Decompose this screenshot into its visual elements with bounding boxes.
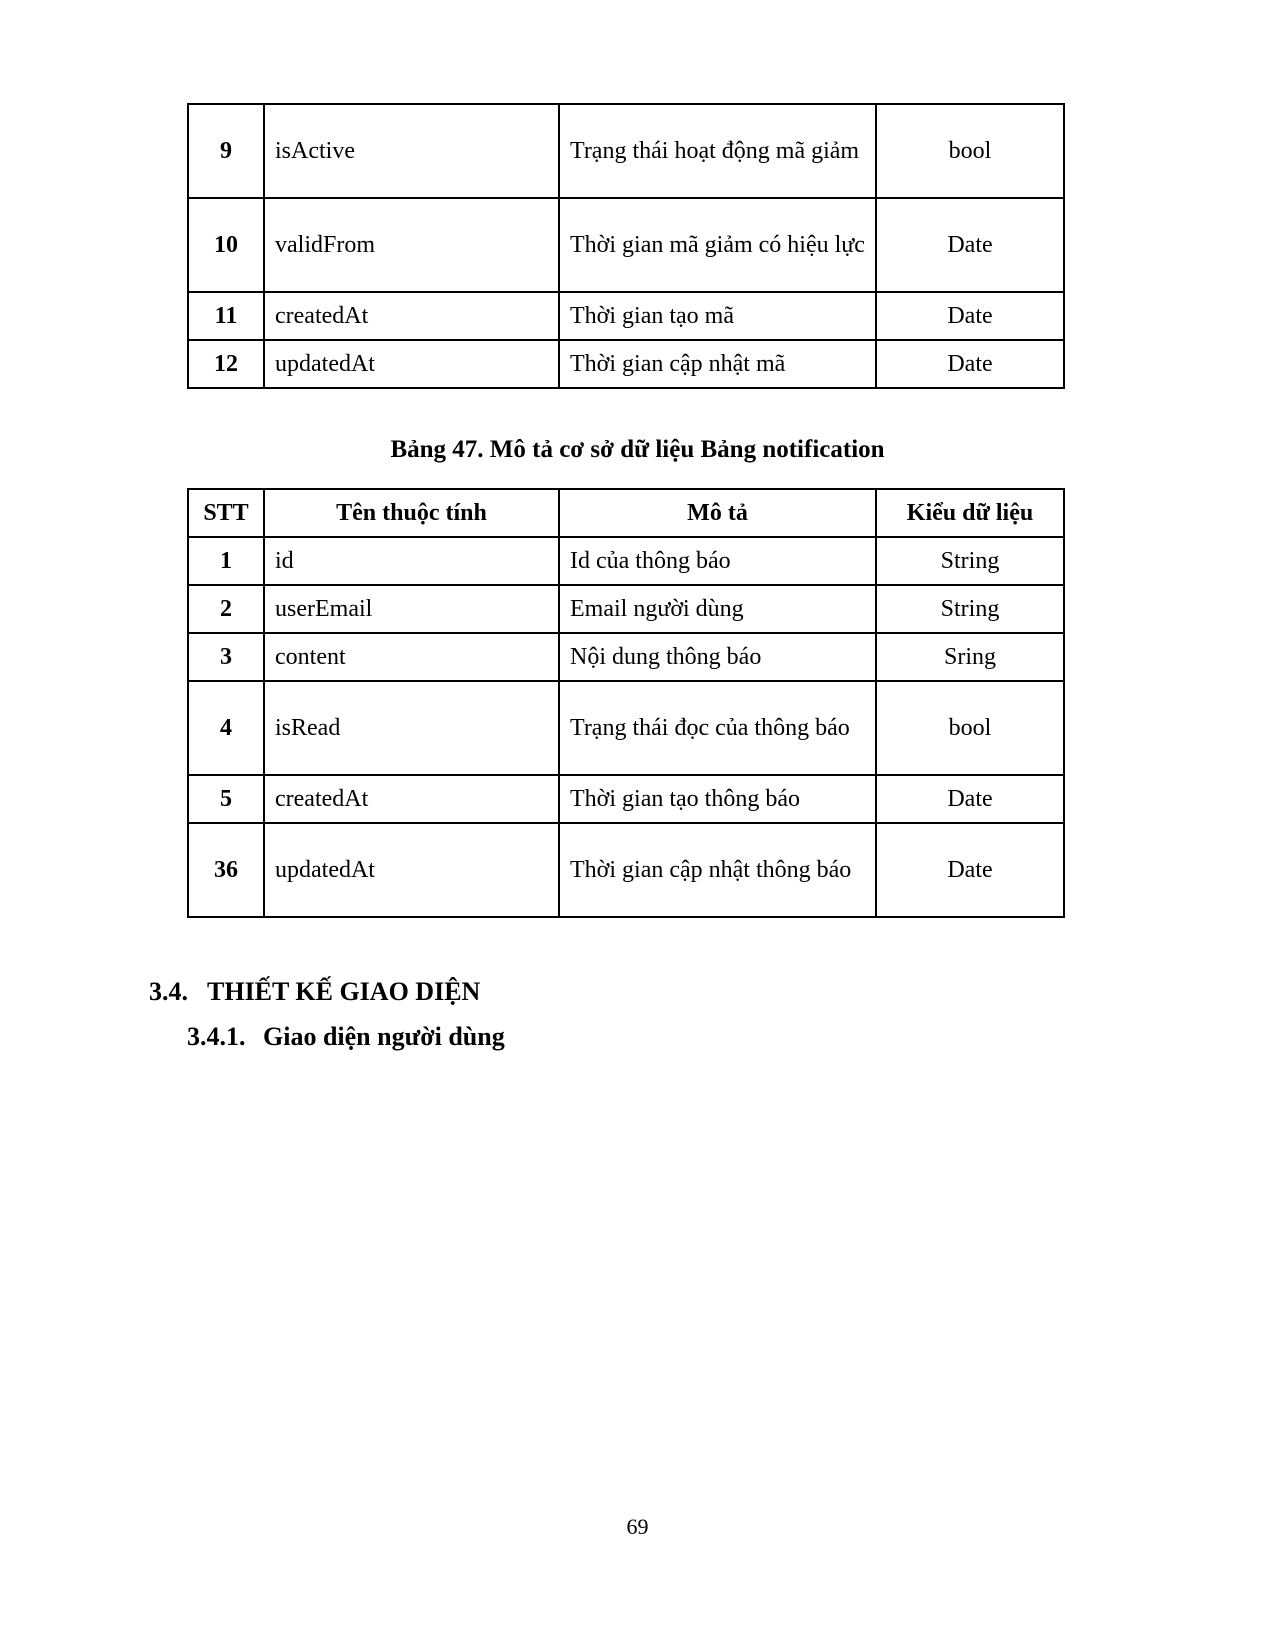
row-data-type: bool bbox=[876, 104, 1064, 198]
row-stt: 4 bbox=[188, 681, 264, 775]
subsection-heading bbox=[187, 1022, 505, 1052]
row-stt: 11 bbox=[188, 292, 264, 340]
row-data-type: Date bbox=[876, 292, 1064, 340]
page-number: 69 bbox=[626, 1514, 649, 1539]
row-stt: 36 bbox=[188, 823, 264, 917]
row-description: Thời gian tạo thông báo bbox=[559, 775, 876, 823]
row-data-type: Date bbox=[876, 823, 1064, 917]
table-row bbox=[188, 537, 1064, 585]
row-stt: 5 bbox=[188, 775, 264, 823]
row-description: Thời gian cập nhật mã bbox=[559, 340, 876, 388]
subsection-number: 3.4.1. bbox=[187, 1022, 246, 1051]
table-header bbox=[188, 489, 1064, 537]
header-data-type: Kiểu dữ liệu bbox=[876, 489, 1064, 537]
attribute-table-continued bbox=[187, 103, 1065, 389]
subsection-title: Giao diện người dùng bbox=[263, 1022, 505, 1051]
header-description: Mô tả bbox=[559, 489, 876, 537]
header-attribute-name: Tên thuộc tính bbox=[264, 489, 559, 537]
row-attribute-name: content bbox=[264, 633, 559, 681]
row-stt: 12 bbox=[188, 340, 264, 388]
row-data-type: Date bbox=[876, 198, 1064, 292]
row-description: Email người dùng bbox=[559, 585, 876, 633]
row-stt: 9 bbox=[188, 104, 264, 198]
row-description: Trạng thái đọc của thông báo bbox=[559, 681, 876, 775]
row-attribute-name: id bbox=[264, 537, 559, 585]
row-data-type: Date bbox=[876, 775, 1064, 823]
row-attribute-name: userEmail bbox=[264, 585, 559, 633]
row-description: Thời gian mã giảm có hiệu lực bbox=[559, 198, 876, 292]
row-data-type: String bbox=[876, 537, 1064, 585]
row-stt: 2 bbox=[188, 585, 264, 633]
row-attribute-name: isActive bbox=[264, 104, 559, 198]
table-row bbox=[188, 633, 1064, 681]
row-attribute-name: createdAt bbox=[264, 292, 559, 340]
row-stt: 1 bbox=[188, 537, 264, 585]
section-title: THIẾT KẾ GIAO DIỆN bbox=[207, 977, 481, 1006]
row-description: Thời gian cập nhật thông báo bbox=[559, 823, 876, 917]
table-row bbox=[188, 340, 1064, 388]
row-attribute-name: updatedAt bbox=[264, 340, 559, 388]
row-stt: 3 bbox=[188, 633, 264, 681]
notification-attribute-table bbox=[187, 488, 1065, 918]
table-body bbox=[188, 537, 1064, 917]
row-attribute-name: updatedAt bbox=[264, 823, 559, 917]
row-description: Nội dung thông báo bbox=[559, 633, 876, 681]
row-data-type: String bbox=[876, 585, 1064, 633]
row-data-type: bool bbox=[876, 681, 1064, 775]
row-data-type: Sring bbox=[876, 633, 1064, 681]
section-number: 3.4. bbox=[149, 977, 188, 1006]
table-row bbox=[188, 823, 1064, 917]
table-row bbox=[188, 585, 1064, 633]
row-attribute-name: isRead bbox=[264, 681, 559, 775]
table-body bbox=[188, 104, 1064, 388]
row-data-type: Date bbox=[876, 340, 1064, 388]
header-row bbox=[188, 489, 1064, 537]
row-stt: 10 bbox=[188, 198, 264, 292]
header-stt: STT bbox=[188, 489, 264, 537]
table-caption: Bảng 47. Mô tả cơ sở dữ liệu Bảng notification bbox=[390, 436, 885, 463]
row-description: Thời gian tạo mã bbox=[559, 292, 876, 340]
section-heading bbox=[149, 977, 480, 1007]
table-row bbox=[188, 198, 1064, 292]
row-description: Id của thông báo bbox=[559, 537, 876, 585]
table-row bbox=[188, 681, 1064, 775]
table-row bbox=[188, 775, 1064, 823]
row-attribute-name: createdAt bbox=[264, 775, 559, 823]
table-row bbox=[188, 292, 1064, 340]
row-attribute-name: validFrom bbox=[264, 198, 559, 292]
table-row bbox=[188, 104, 1064, 198]
row-description: Trạng thái hoạt động mã giảm bbox=[559, 104, 876, 198]
